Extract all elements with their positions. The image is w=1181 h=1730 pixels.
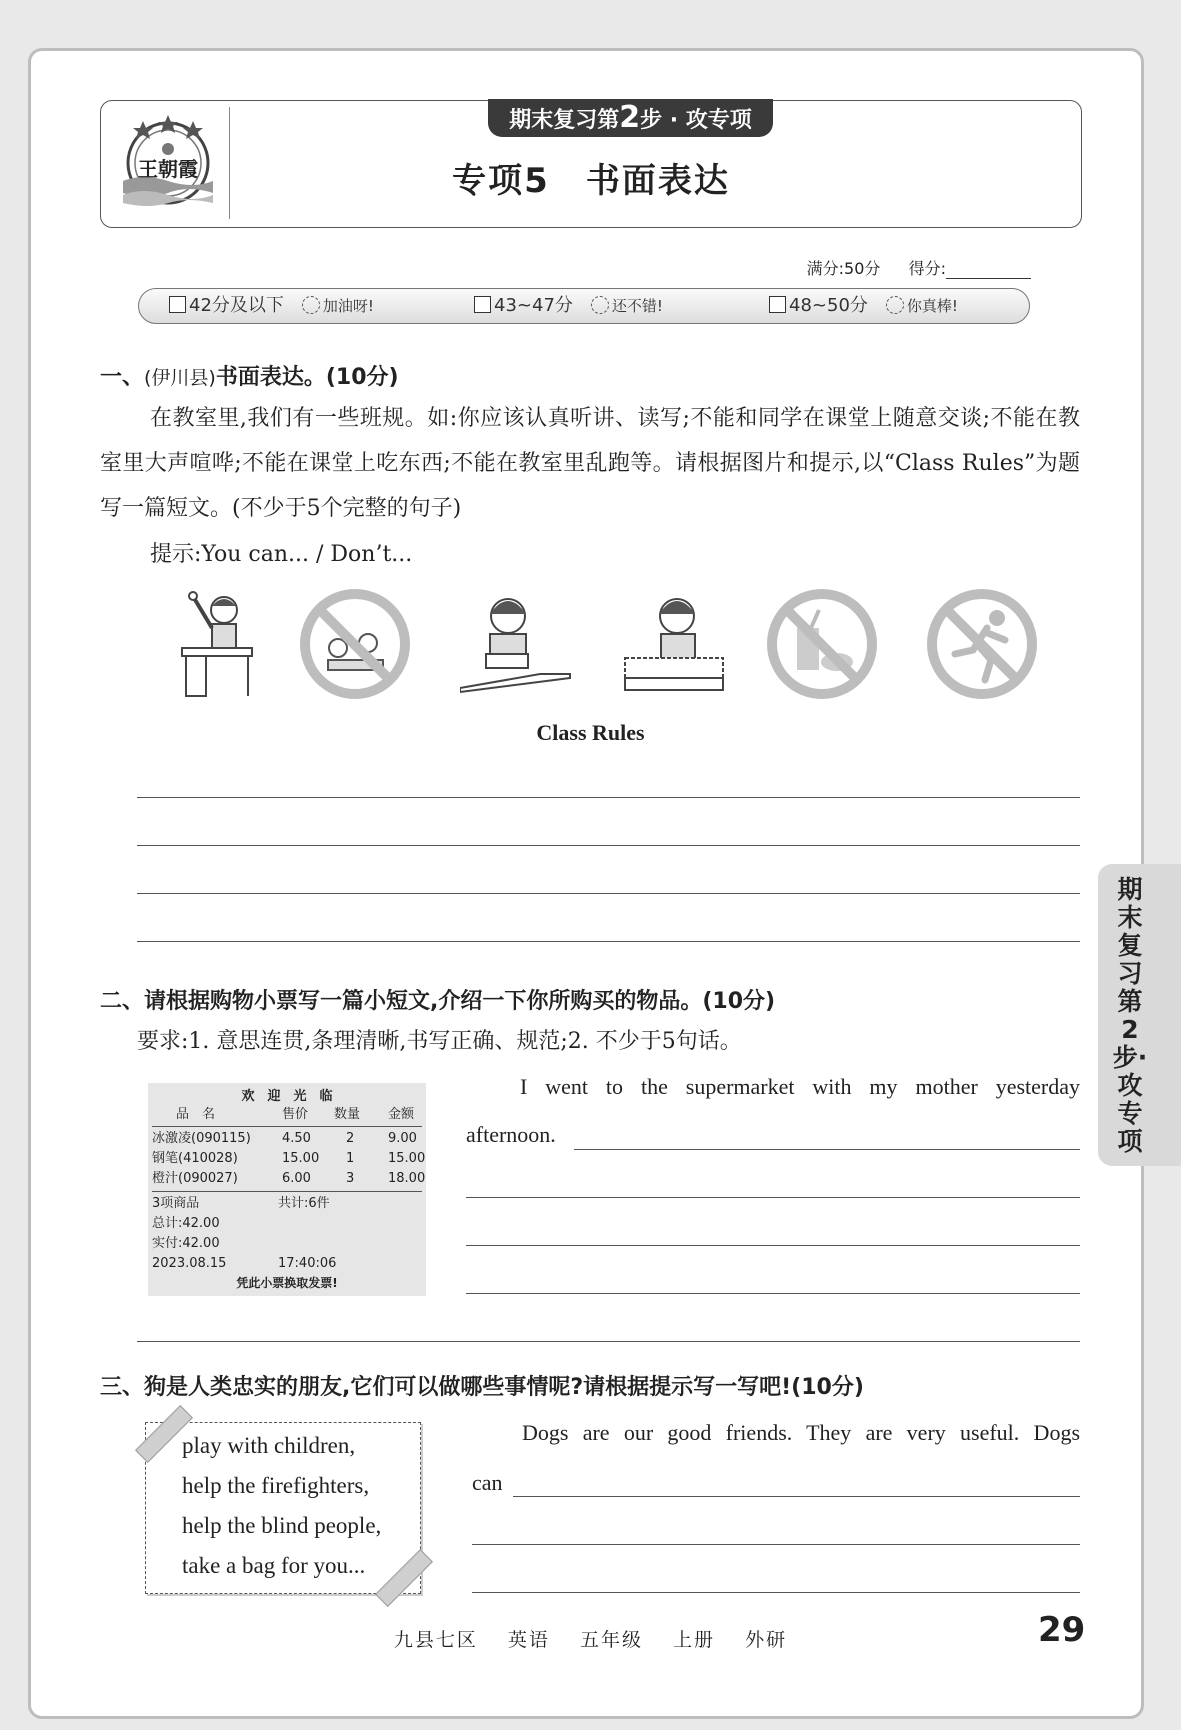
note-item: play with children, (182, 1433, 356, 1458)
logo-text: 王朝霞 (138, 157, 198, 181)
writing-line[interactable] (137, 893, 1080, 894)
writing-line[interactable] (466, 1293, 1080, 1294)
q2-title: 二、请根据购物小票写一篇小短文,介绍一下你所购买的物品。(10分) (100, 989, 776, 1014)
receipt-row-amount: 15.00 (388, 1151, 426, 1166)
writing-line[interactable] (466, 1197, 1080, 1198)
receipt-total: 总计:42.00 (152, 1216, 220, 1231)
receipt-count: 3项商品 (152, 1196, 200, 1211)
receipt-paid: 实付:42.00 (152, 1236, 220, 1251)
receipt-row-name: 钢笔(410028) (152, 1151, 238, 1166)
q2-start-line-1: I went to the supermarket with my mother yesterday (520, 1074, 1080, 1099)
q1-num: 一、 (100, 365, 145, 390)
boy-raising-hand-image (172, 588, 287, 700)
got-score-label: 得分: (908, 259, 946, 278)
q2-requirements: 要求:1. 意思连贯,条理清晰,书写正确、规范;2. 不少于5句话。 (137, 1029, 742, 1054)
no-talking-sign-image (298, 588, 413, 700)
writing-line[interactable] (137, 1341, 1080, 1342)
rating-high-comment: 你真棒! (906, 297, 958, 315)
page-title: 专项5 书面表达 (452, 161, 730, 201)
writing-line[interactable] (137, 845, 1080, 846)
rating-high-range: 48~50分 (789, 295, 868, 316)
receipt-row-qty: 3 (346, 1171, 355, 1186)
receipt-date: 2023.08.15 (152, 1256, 227, 1271)
essay-title: Class Rules (536, 720, 645, 745)
rating-low (169, 293, 374, 319)
girl-reading-image (460, 588, 575, 700)
receipt-col-qty: 数量 (334, 1107, 361, 1122)
footer (0, 1625, 1181, 1652)
receipt-footer: 凭此小票换取发票! (236, 1276, 338, 1290)
q1-title-text: 书面表达。(10分) (215, 365, 399, 390)
q2-start-line-2: afternoon. (466, 1122, 556, 1147)
no-running-sign-image (925, 588, 1040, 700)
footer-grade: 五年级 (579, 1629, 643, 1651)
writing-line[interactable] (472, 1544, 1080, 1545)
receipt-col-name: 品 名 (176, 1107, 216, 1122)
no-eating-sign-image (765, 588, 880, 700)
smile-icon (591, 296, 609, 314)
rating-high (769, 293, 958, 319)
rating-bar (138, 288, 1030, 324)
writing-line[interactable] (472, 1592, 1080, 1593)
q1-hint: 提示:You can... / Don’t... (150, 542, 413, 567)
full-score-label: 满分:50分 (806, 259, 881, 278)
score-blank[interactable] (946, 262, 1031, 279)
girl-writing-image (617, 588, 732, 700)
step-tag-num: 2 (619, 100, 641, 135)
score-line (807, 256, 1031, 279)
footer-volume: 上册 (673, 1629, 716, 1651)
receipt-row-name: 冰激凌(090115) (152, 1131, 251, 1146)
writing-line[interactable] (466, 1245, 1080, 1246)
page-number: 29 (1038, 1610, 1086, 1650)
receipt-row-price: 4.50 (282, 1131, 311, 1146)
q1-instructions: 在教室里,我们有一些班规。如:你应该认真听讲、读写;不能和同学在课堂上随意交谈;不能在教室里大声喧哗;不能在课堂上吃东西;不能在教室里乱跑等。请根据图片和提示,以“Class Rules”为题写一篇短文。(不少于5个完整的句子) (100, 406, 1080, 521)
step-tag-pre: 期末复习第 (509, 108, 620, 133)
rating-mid-checkbox[interactable] (474, 296, 491, 313)
step-tag-post: 步 · 攻专项 (640, 108, 752, 133)
receipt-row-amount: 18.00 (388, 1171, 426, 1186)
note-item: help the blind people, (182, 1513, 382, 1538)
writing-line[interactable] (513, 1496, 1080, 1497)
footer-subject: 英语 (507, 1629, 550, 1651)
rating-low-range: 42分及以下 (189, 295, 284, 316)
writing-line[interactable] (574, 1149, 1080, 1150)
q3-title: 三、狗是人类忠实的朋友,它们可以做哪些事情呢?请根据提示写一写吧!(10分) (100, 1375, 864, 1400)
header-banner (100, 100, 1082, 228)
receipt-row-qty: 2 (346, 1131, 355, 1146)
note-item: help the firefighters, (182, 1473, 370, 1498)
receipt-row-qty: 1 (346, 1151, 355, 1166)
rating-mid-range: 43~47分 (494, 295, 573, 316)
q3-start-line-1: Dogs are our good friends. They are very useful. Dogs (522, 1420, 1080, 1445)
side-tab-label: 期末复习第2步·攻专项 (1112, 875, 1148, 1156)
rating-high-checkbox[interactable] (769, 296, 786, 313)
q1-title (100, 360, 399, 391)
receipt-row-amount: 9.00 (388, 1131, 417, 1146)
note-item: take a bag for you... (182, 1553, 366, 1578)
receipt-col-amount: 金额 (388, 1107, 415, 1122)
shopping-receipt (148, 1083, 426, 1296)
receipt-header: 欢 迎 光 临 (241, 1089, 333, 1104)
smile-icon (886, 296, 904, 314)
step-tag (488, 99, 773, 137)
writing-line[interactable] (137, 797, 1080, 798)
receipt-divider (152, 1126, 422, 1127)
rating-mid-comment: 还不错! (611, 297, 663, 315)
rating-mid (474, 293, 663, 319)
q3-start-line-2: can (472, 1470, 503, 1495)
writing-line[interactable] (137, 941, 1080, 942)
hint-note (145, 1422, 421, 1594)
rating-low-comment: 加油呀! (322, 297, 374, 315)
footer-series: 九县七区 (393, 1629, 478, 1651)
receipt-row-name: 橙汁(090027) (152, 1171, 238, 1186)
receipt-time: 17:40:06 (278, 1256, 337, 1271)
receipt-total-items: 共计:6件 (278, 1196, 330, 1211)
side-tab (1098, 864, 1181, 1166)
footer-edition: 外研 (745, 1629, 788, 1651)
q1-county: (伊川县) (144, 367, 216, 389)
receipt-col-price: 售价 (282, 1107, 309, 1122)
rating-low-checkbox[interactable] (169, 296, 186, 313)
receipt-row-price: 15.00 (282, 1151, 320, 1166)
receipt-row-price: 6.00 (282, 1171, 311, 1186)
receipt-divider (152, 1191, 422, 1192)
smile-icon (302, 296, 320, 314)
